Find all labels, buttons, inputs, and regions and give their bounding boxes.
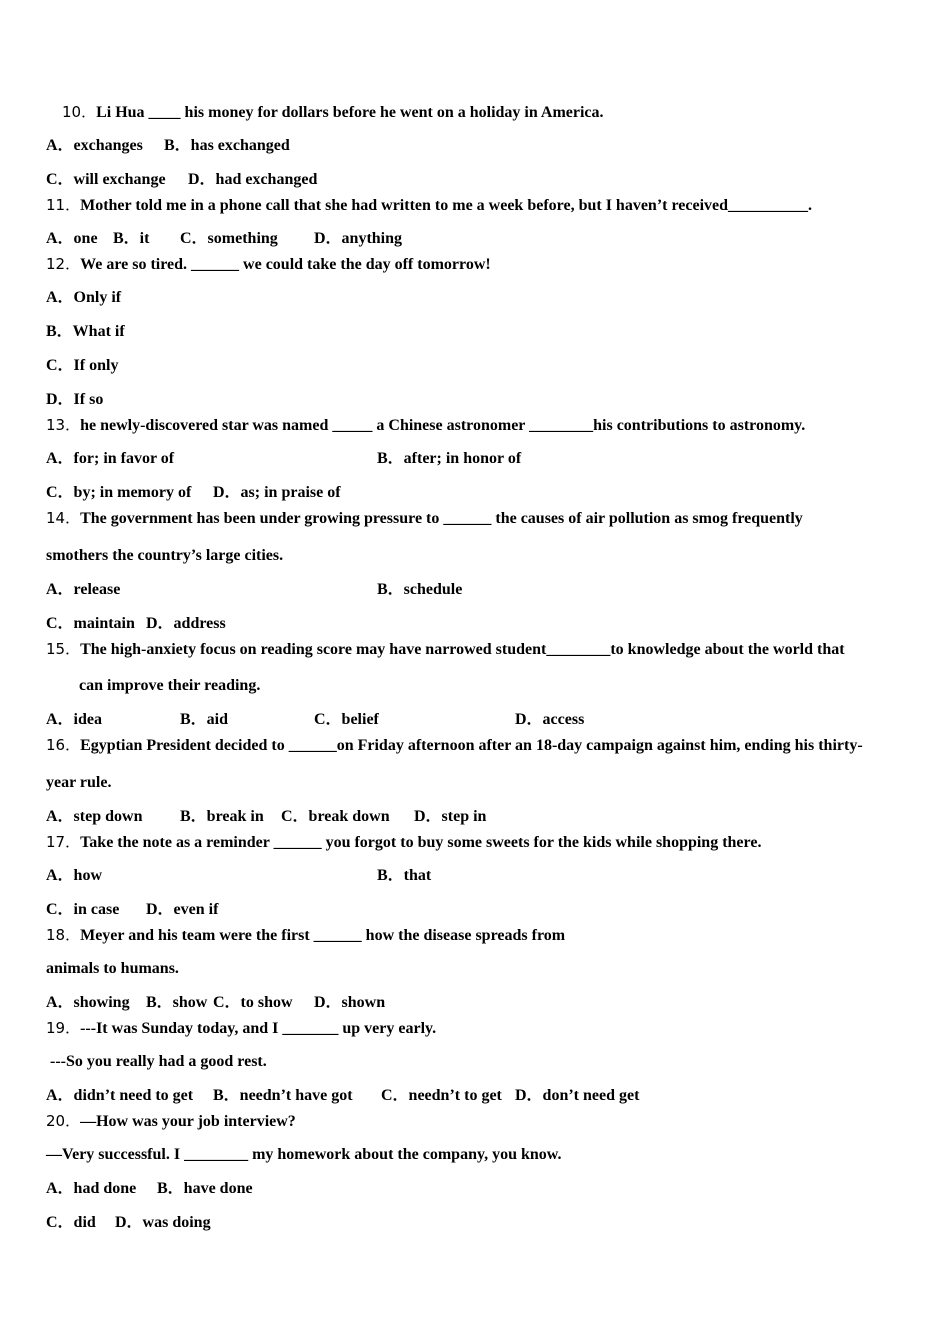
question-text: Li Hua ____ his money for dollars before he went on a holiday in America.	[96, 104, 604, 121]
question-14-stem-continued: smothers the country’s large cities.	[46, 547, 284, 564]
option-15-b[interactable]: B．aid	[180, 711, 229, 728]
option-20-b[interactable]: B．have done	[157, 1180, 253, 1197]
option-18-b[interactable]: B．show	[146, 994, 208, 1011]
question-number: 15．	[46, 640, 81, 658]
question-text: he newly-discovered star was named _____ a Chinese astronomer ________his contributions to astronomy.	[80, 417, 806, 434]
option-16-d[interactable]: D．step in	[414, 808, 487, 825]
option-20-a[interactable]: A．had done	[46, 1180, 137, 1197]
question-text: —How was your job interview?	[80, 1113, 296, 1130]
option-14-d[interactable]: D．address	[146, 615, 226, 632]
option-13-b[interactable]: B．after; in honor of	[377, 450, 522, 467]
option-13-c[interactable]: C．by; in memory of	[46, 484, 192, 501]
option-11-d[interactable]: D．anything	[314, 230, 403, 247]
option-11-a[interactable]: A．one	[46, 230, 98, 247]
option-18-d[interactable]: D．shown	[314, 994, 386, 1011]
question-18-stem	[46, 925, 565, 946]
option-19-b[interactable]: B．needn’t have got	[213, 1087, 353, 1104]
question-text: Mother told me in a phone call that she had written to me a week before, but I haven’t received__________.	[80, 197, 813, 214]
question-19-stem-continued: ---So you really had a good rest.	[50, 1053, 267, 1070]
option-12-b[interactable]: B．What if	[46, 323, 125, 340]
question-number: 14．	[46, 509, 81, 527]
question-number: 20．	[46, 1112, 81, 1130]
option-19-d[interactable]: D．don’t need get	[515, 1087, 640, 1104]
option-15-d[interactable]: D．access	[515, 711, 585, 728]
question-18-stem-continued: animals to humans.	[46, 960, 179, 977]
question-17-stem	[46, 832, 761, 853]
option-13-a[interactable]: A．for; in favor of	[46, 450, 175, 467]
option-14-c[interactable]: C．maintain	[46, 615, 135, 632]
option-15-a[interactable]: A．idea	[46, 711, 103, 728]
question-number: 19．	[46, 1019, 81, 1037]
option-16-c[interactable]: C．break down	[281, 808, 390, 825]
option-18-a[interactable]: A．showing	[46, 994, 130, 1011]
question-11-stem	[46, 195, 812, 216]
question-number: 17．	[46, 833, 81, 851]
option-17-c[interactable]: C．in case	[46, 901, 120, 918]
question-text: Take the note as a reminder ______ you forgot to buy some sweets for the kids while shopping there.	[80, 834, 762, 851]
option-10-b[interactable]: B．has exchanged	[164, 137, 290, 154]
question-text: Egyptian President decided to ______on Friday afternoon after an 18-day campaign against him, ending his thirty-	[80, 737, 863, 754]
question-19-stem	[46, 1018, 436, 1039]
option-19-a[interactable]: A．didn’t need to get	[46, 1087, 194, 1104]
question-14-stem	[46, 508, 803, 529]
question-number: 16．	[46, 736, 81, 754]
question-text: ---It was Sunday today, and I _______ up very early.	[80, 1020, 437, 1037]
question-text: The high-anxiety focus on reading score may have narrowed student________to knowledge about the world that	[80, 641, 845, 658]
option-12-c[interactable]: C．If only	[46, 357, 119, 374]
option-15-c[interactable]: C．belief	[314, 711, 379, 728]
question-text: The government has been under growing pressure to ______ the causes of air pollution as smog frequently	[80, 510, 803, 527]
option-20-c[interactable]: C．did	[46, 1214, 96, 1231]
question-number: 12．	[46, 255, 81, 273]
option-14-a[interactable]: A．release	[46, 581, 121, 598]
question-text: We are so tired. ______ we could take the day off tomorrow!	[80, 256, 491, 273]
question-12-stem	[46, 254, 491, 275]
option-16-a[interactable]: A．step down	[46, 808, 143, 825]
question-number: 10．	[62, 103, 97, 121]
question-16-stem	[46, 735, 863, 756]
question-number: 13．	[46, 416, 81, 434]
option-19-c[interactable]: C．needn’t to get	[381, 1087, 502, 1104]
question-16-stem-continued: year rule.	[46, 774, 112, 791]
question-number: 11．	[46, 196, 81, 214]
question-20-stem	[46, 1111, 296, 1132]
option-20-d[interactable]: D．was doing	[115, 1214, 211, 1231]
question-text: Meyer and his team were the first ______ how the disease spreads from	[80, 927, 566, 944]
question-10-stem	[62, 102, 604, 123]
option-10-d[interactable]: D．had exchanged	[188, 171, 318, 188]
option-12-a[interactable]: A．Only if	[46, 289, 122, 306]
option-10-c[interactable]: C．will exchange	[46, 171, 166, 188]
option-12-d[interactable]: D．If so	[46, 391, 104, 408]
option-17-a[interactable]: A．how	[46, 867, 103, 884]
option-10-a[interactable]: A．exchanges	[46, 137, 143, 154]
option-13-d[interactable]: D．as; in praise of	[213, 484, 341, 501]
option-18-c[interactable]: C．to show	[213, 994, 293, 1011]
question-13-stem	[46, 415, 805, 436]
question-15-stem	[46, 639, 845, 660]
option-11-b[interactable]: B．it	[113, 230, 150, 247]
question-20-stem-continued: —Very successful. I ________ my homework about the company, you know.	[46, 1146, 562, 1163]
question-number: 18．	[46, 926, 81, 944]
question-15-stem-continued: can improve their reading.	[79, 677, 261, 694]
option-14-b[interactable]: B．schedule	[377, 581, 463, 598]
option-17-b[interactable]: B．that	[377, 867, 432, 884]
option-17-d[interactable]: D．even if	[146, 901, 219, 918]
option-16-b[interactable]: B．break in	[180, 808, 264, 825]
option-11-c[interactable]: C．something	[180, 230, 278, 247]
